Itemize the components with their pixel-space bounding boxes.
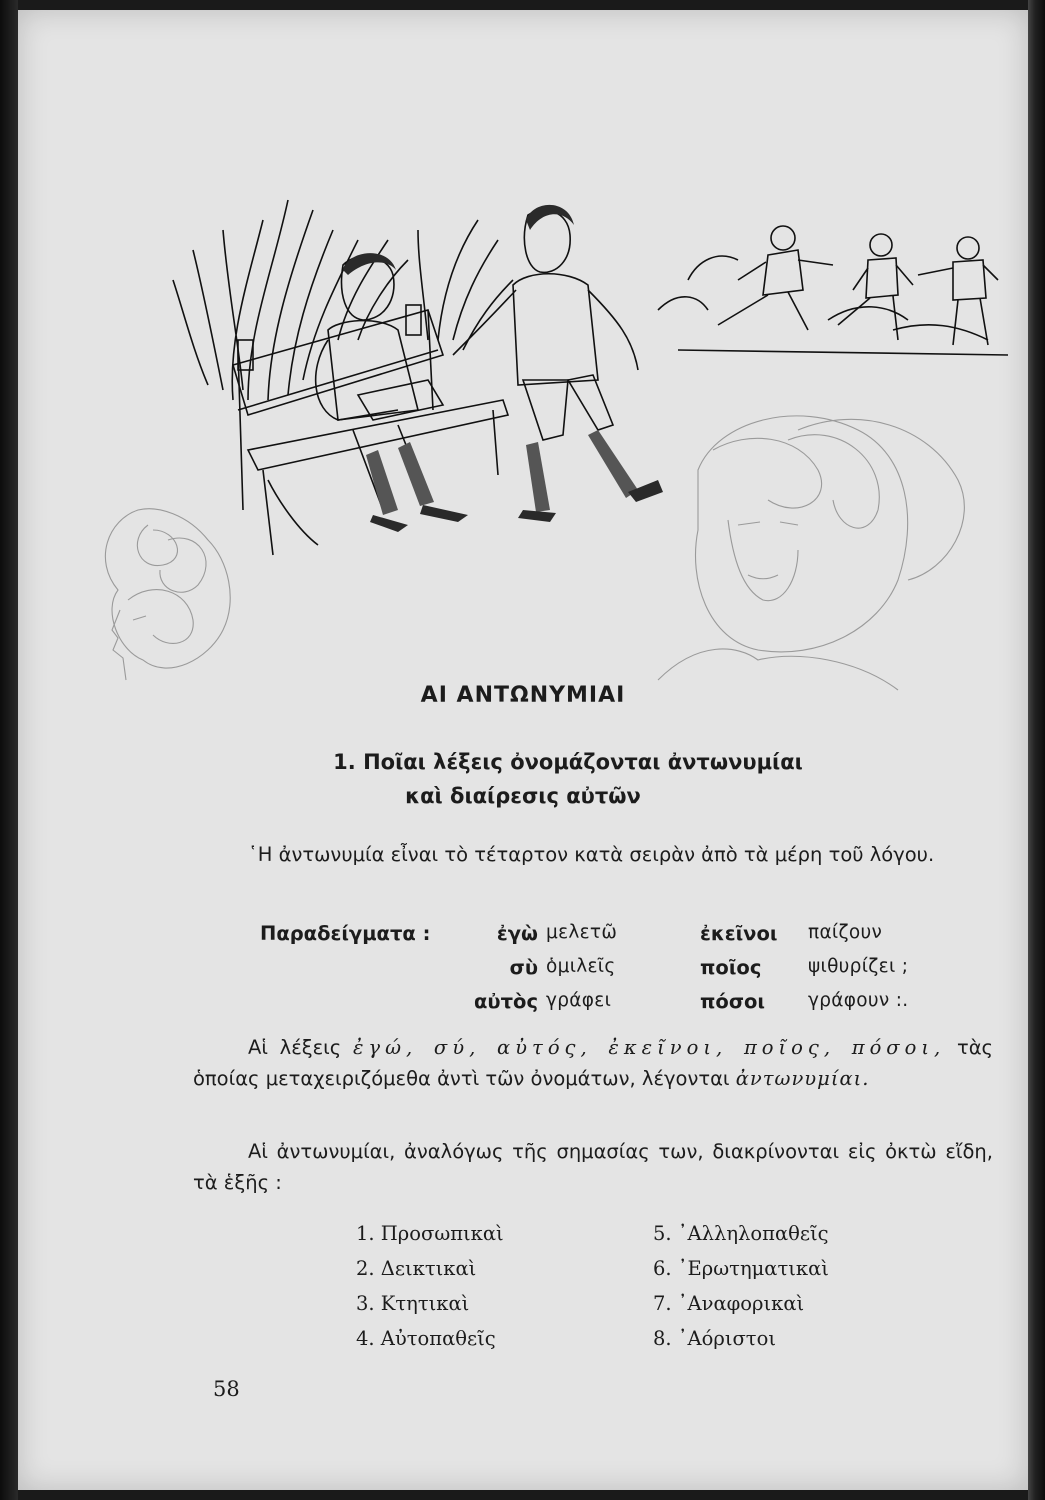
examples-verbs-col2 xyxy=(808,922,908,1024)
example-pronoun: ἐκεῖνοι xyxy=(700,922,778,945)
intro-text: ῾Η ἀντωνυμία εἶναι τὸ τέταρτον κατὰ σειρὰν ἀπὸ τὰ μέρη τοῦ λόγου. xyxy=(248,843,935,866)
pencil-sketch-right-face xyxy=(658,416,964,690)
example-verb: μελετῶ xyxy=(546,922,618,943)
example-verb: ὁμιλεῖς xyxy=(546,956,616,977)
example-pronoun: σὺ xyxy=(509,956,538,979)
list-item: 4. Αὐτοπαθεῖς xyxy=(356,1327,496,1350)
list-item: 7. ᾿Αναφορικαὶ xyxy=(653,1292,805,1315)
pronoun-types-list-right xyxy=(653,1222,829,1362)
example-pronoun: αὐτὸς xyxy=(474,990,538,1013)
example-pronoun: πόσοι xyxy=(700,990,766,1013)
example-verb: παίζουν xyxy=(808,922,883,943)
example-pronoun: ἐγὼ xyxy=(496,922,538,945)
pencil-sketch-left-face xyxy=(105,509,230,680)
section-title-line-2: καὶ διαίρεσις αὐτῶν xyxy=(405,784,641,808)
example-pronoun: ποῖος xyxy=(700,956,762,979)
examples-pronouns-col2 xyxy=(700,922,777,1024)
list-item: 5. ᾿Αλληλοπαθεῖς xyxy=(653,1222,829,1245)
para3-text: Αἱ ἀντωνυμίαι, ἀναλόγως τῆς σημασίας των, διακρίνονται εἰς ὀκτὼ εἴδη, τὰ ἑξῆς : xyxy=(193,1140,993,1194)
book-page xyxy=(18,10,1028,1490)
examples-pronouns-col1 xyxy=(432,922,538,1024)
section-title xyxy=(18,745,1028,813)
book-gutter xyxy=(0,0,18,1500)
standing-boy xyxy=(453,205,663,522)
section-title-line-1: 1. Ποῖαι λέξεις ὀνομάζονται ἀντωνυμίαι xyxy=(333,750,803,774)
chapter-heading: ΑΙ ΑΝΤΩΝΥΜΙΑΙ xyxy=(420,683,626,708)
list-item: 2. Δεικτικαὶ xyxy=(356,1257,477,1280)
illustration-boys-in-park xyxy=(98,180,1028,720)
book-page-edge xyxy=(1028,0,1045,1500)
intro-paragraph xyxy=(193,839,993,870)
pronoun-definition-paragraph xyxy=(193,1032,993,1094)
examples-verbs-col1 xyxy=(546,922,617,1024)
para2-start: Αἱ λέξεις xyxy=(248,1036,353,1059)
para2-example-words: ἐγώ, σύ, αὐτός, ἐκεῖνοι, ποῖος, πόσοι, xyxy=(352,1036,946,1059)
examples-label: Παραδείγματα : xyxy=(260,922,431,945)
list-item: 8. ᾿Αόριστοι xyxy=(653,1327,776,1350)
example-verb: γράφουν :. xyxy=(808,990,909,1011)
list-item: 3. Κτητικαὶ xyxy=(356,1292,470,1315)
example-verb: ψιθυρίζει ; xyxy=(808,956,909,977)
pronoun-types-intro-paragraph xyxy=(193,1136,993,1198)
para2-middle: τὰς ὁποίας μεταχειριζόμεθα ἀντὶ τῶν ὀνομάτων, λέγονται xyxy=(193,1036,993,1090)
page-number: 58 xyxy=(213,1377,240,1401)
example-verb: γράφει xyxy=(546,990,612,1011)
pronoun-types-list-left xyxy=(356,1222,504,1362)
running-boys xyxy=(658,226,1008,355)
list-item: 6. ᾿Ερωτηματικαὶ xyxy=(653,1257,829,1280)
list-item: 1. Προσωπικαὶ xyxy=(356,1222,504,1245)
para2-term: ἀντωνυμίαι. xyxy=(735,1067,870,1090)
